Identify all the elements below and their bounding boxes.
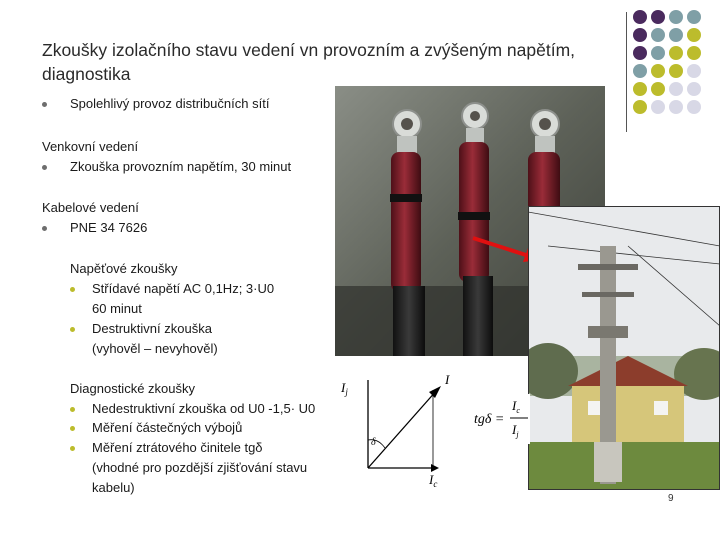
bullet-icon	[70, 426, 75, 431]
divider-line	[626, 12, 627, 132]
decorative-dot	[651, 10, 665, 24]
voltage-item1-line1: Střídavé napětí AC 0,1Hz; 3·U0	[92, 281, 275, 296]
bullet-icon	[70, 287, 75, 292]
label-ij: $I_j$	[341, 380, 348, 397]
bullet-icon	[70, 327, 75, 332]
diagnostic-item2: Měření částečných výbojů	[92, 420, 243, 435]
decorative-dot	[651, 64, 665, 78]
cable-heading: Kabelové vedení	[42, 200, 139, 215]
decorative-dot	[633, 64, 647, 78]
bullet-icon	[42, 165, 47, 170]
diagnostic-item1: Nedestruktivní zkouška od U0 -1,5· U0	[92, 401, 316, 416]
voltage-item1-line2: 60 minut	[92, 301, 142, 316]
decorative-dot	[669, 46, 683, 60]
decorative-dot	[651, 46, 665, 60]
page-number: 9	[668, 493, 674, 504]
cable-bullet-text: PNE 34 7626	[70, 220, 148, 235]
decorative-dot	[687, 82, 701, 96]
formula-lhs: tgδ =	[474, 412, 505, 427]
label-i: I	[445, 372, 450, 387]
decorative-dot	[651, 82, 665, 96]
decorative-dot	[633, 82, 647, 96]
decorative-dot	[687, 100, 701, 114]
pole-photo	[528, 206, 720, 490]
phasor-diagram	[333, 368, 473, 488]
voltage-item2-line1: Destruktivní zkouška	[92, 321, 212, 336]
decorative-dot	[669, 64, 683, 78]
decorative-dot	[669, 82, 683, 96]
decorative-dot	[687, 46, 701, 60]
formula-denominator: $I_j$	[512, 422, 519, 439]
bullet-icon	[70, 446, 75, 451]
decorative-dot	[687, 64, 701, 78]
decorative-dot	[633, 100, 647, 114]
decorative-dot	[633, 10, 647, 24]
decorative-dot	[669, 10, 683, 24]
overhead-heading: Venkovní vedení	[42, 139, 139, 154]
tg-delta-formula	[474, 394, 530, 444]
decorative-dot	[669, 100, 683, 114]
bullet-icon	[42, 102, 47, 107]
label-ic: $I_c$	[429, 472, 438, 488]
bullet-icon	[70, 407, 75, 412]
voltage-item2-line2: (vyhověl – nevyhověl)	[92, 341, 218, 356]
decorative-dot	[633, 46, 647, 60]
slide-title: Zkoušky izolačního stavu vedení vn provozním a zvýšeným napětím, diagnostika	[42, 40, 576, 84]
diagnostic-tests-heading: Diagnostické zkoušky	[70, 381, 195, 396]
formula-numerator: $I_c$	[512, 398, 520, 415]
diagnostic-item3-line1: Měření ztrátového činitele tgδ	[92, 440, 263, 455]
ic-arrowhead	[431, 464, 439, 472]
decorative-dot	[687, 10, 701, 24]
intro-bullet-text: Spolehlivý provoz distribučních sítí	[70, 96, 270, 111]
diagnostic-item3-line3: kabelu)	[92, 480, 135, 495]
decorative-dot	[633, 28, 647, 42]
diagnostic-item3-line2: (vhodné pro pozdější zjišťování stavu	[92, 460, 308, 475]
decorative-dot	[669, 28, 683, 42]
decorative-dot	[687, 28, 701, 42]
label-delta: δ	[371, 437, 376, 448]
decorative-dot	[651, 100, 665, 114]
i-vector	[368, 390, 437, 468]
overhead-bullet-text: Zkouška provozním napětím, 30 minut	[70, 159, 292, 174]
bullet-icon	[42, 226, 47, 231]
decorative-dot	[651, 28, 665, 42]
voltage-tests-heading: Napěťové zkoušky	[70, 261, 178, 276]
